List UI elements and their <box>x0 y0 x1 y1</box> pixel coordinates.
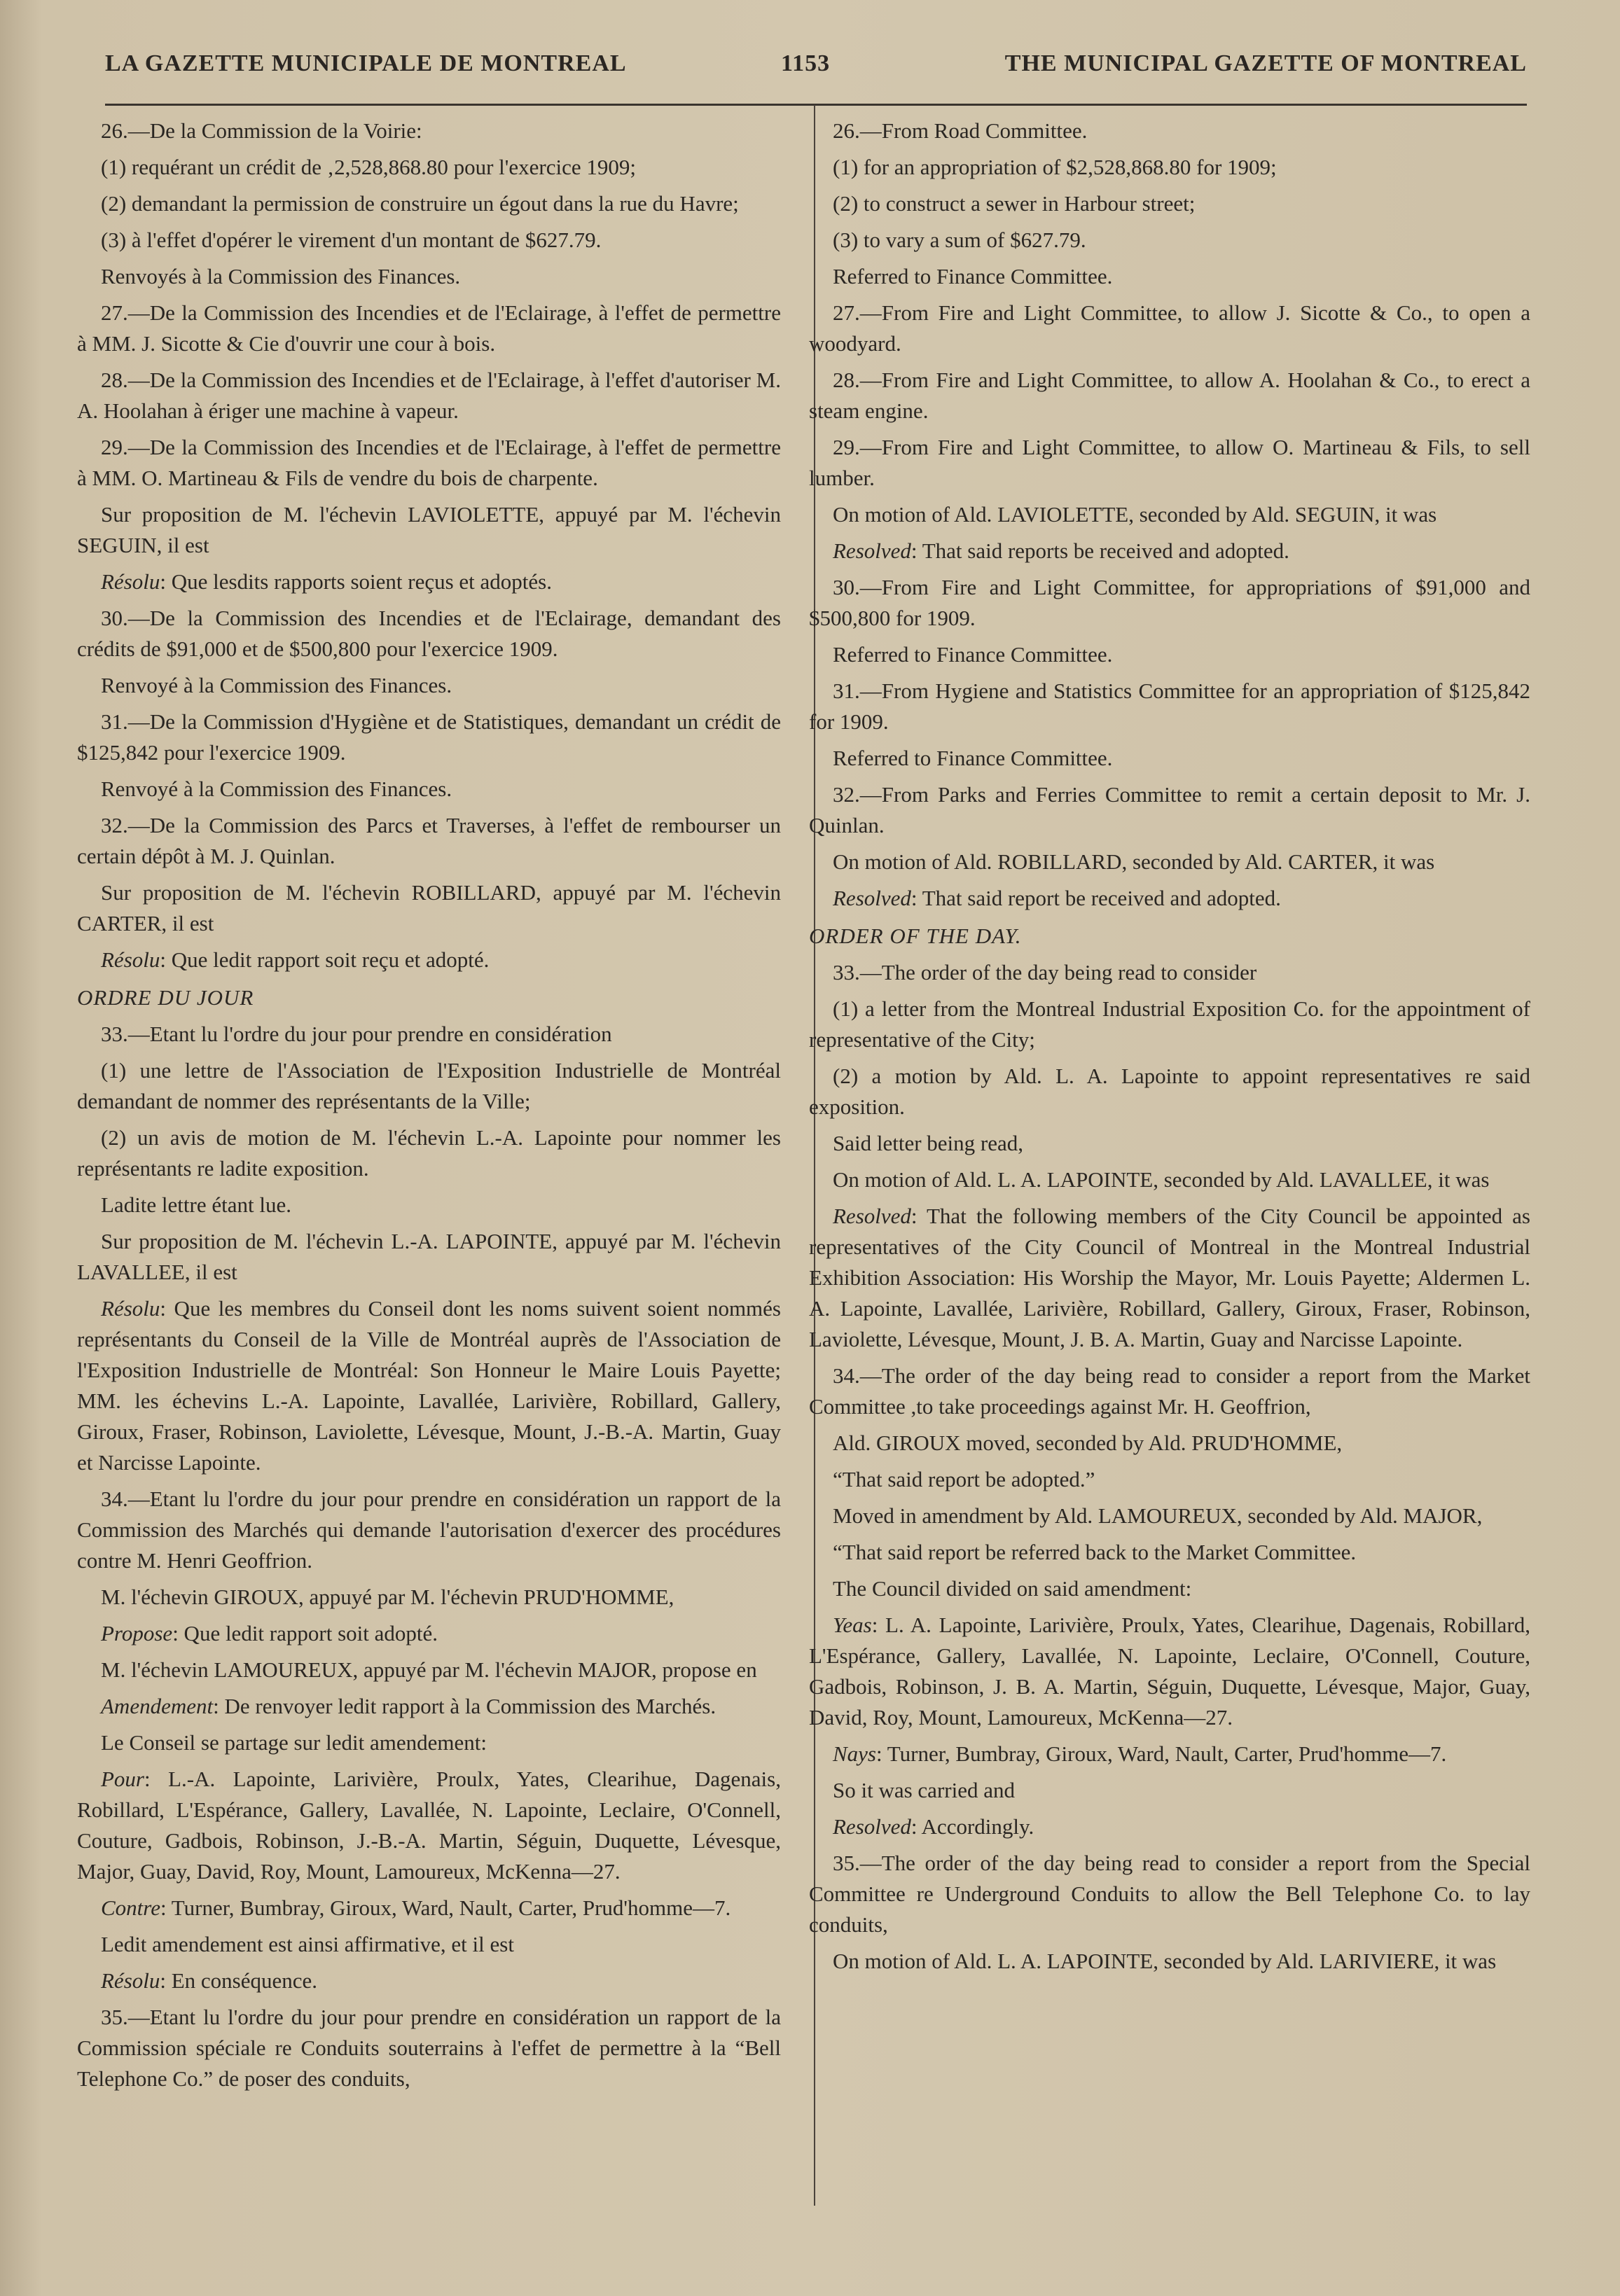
paragraph-text: (1) a letter from the Montreal Industrial Exposition Co. for the appointment of representative of the City; <box>809 996 1530 1052</box>
paragraph <box>77 1727 781 1758</box>
resolution-lead: Resolved <box>833 538 911 563</box>
paragraph-text: 29.—De la Commission des Incendies et de l'Eclairage, à l'effet de permettre à MM. O. Martineau & Fils de vendre du bois de charpente. <box>77 435 781 490</box>
paragraph <box>77 499 781 561</box>
paragraph <box>809 1201 1530 1355</box>
paragraph-text: “That said report be adopted.” <box>833 1467 1095 1491</box>
resolution-lead: Propose <box>101 1621 173 1646</box>
paragraph <box>77 1122 781 1184</box>
paragraph <box>809 1537 1530 1568</box>
paragraph-text: (2) demandant la permission de construire un égout dans la rue du Havre; <box>101 191 739 216</box>
paragraph-text: 33.—The order of the day being read to consider <box>833 960 1257 985</box>
paragraph <box>809 572 1530 634</box>
paragraph-text: Ledit amendement est ainsi affirmative, et il est <box>101 1932 514 1956</box>
paragraph <box>77 261 781 292</box>
paragraph-text: : L.-A. Lapointe, Larivière, Proulx, Yates, Clearihue, Dagenais, Robillard, L'Espérance, Gallery, Lavallée, N. Lapointe, Leclaire, O'Connell, Couture, Gadbois, Robinson, J.-B.-A. Martin, Séguin, Duquette, Lévesque, Major, Guay, David, Roy, Mount, Lamoureux, McKenna—27. <box>77 1767 781 1884</box>
paragraph <box>77 1764 781 1887</box>
section-heading: ORDER OF THE DAY. <box>809 924 1022 948</box>
paragraph-text: 32.—De la Commission des Parcs et Traverses, à l'effet de rembourser un certain dépôt à M. J. Quinlan. <box>77 813 781 868</box>
paragraph <box>809 536 1530 566</box>
paragraph <box>809 1610 1530 1733</box>
paragraph <box>77 188 781 219</box>
paragraph <box>77 707 781 768</box>
paragraph <box>809 152 1530 183</box>
resolution-lead: Amendement <box>101 1694 214 1718</box>
resolution-lead: Résolu <box>101 1296 160 1321</box>
paragraph-text: : Que ledit rapport soit adopté. <box>172 1621 438 1646</box>
resolution-lead: Contre <box>101 1895 160 1920</box>
resolution-lead: Yeas <box>833 1613 872 1637</box>
paragraph-text: “That said report be referred back to the Market Committee. <box>833 1540 1357 1564</box>
paragraph <box>77 1691 781 1722</box>
paragraph-text: 28.—De la Commission des Incendies et de l'Eclairage, à l'effet d'autoriser M. A. Hoolahan à ériger une machine à vapeur. <box>77 368 781 423</box>
paragraph <box>809 1501 1530 1531</box>
paragraph <box>809 1464 1530 1495</box>
paragraph-text: The Council divided on said amendment: <box>833 1576 1192 1601</box>
header-english-title: THE MUNICIPAL GAZETTE OF MONTREAL <box>1004 50 1527 76</box>
paragraph-text: Sur proposition de M. l'échevin LAVIOLETTE, appuyé par M. l'échevin SEGUIN, il est <box>77 502 781 557</box>
paragraph-text: 34.—Etant lu l'ordre du jour pour prendre en considération un rapport de la Commission des Marchés qui demande l'autorisation d'exercer des procédures contre M. Henri Geoffrion. <box>77 1487 781 1573</box>
paragraph <box>77 566 781 597</box>
paragraph-text: : Que ledit rapport soit reçu et adopté. <box>160 947 490 972</box>
paragraph <box>809 116 1530 146</box>
resolution-lead: Résolu <box>101 1968 160 1993</box>
paragraph-text: (2) un avis de motion de M. l'échevin L.-A. Lapointe pour nommer les représentants re ladite exposition. <box>77 1125 781 1181</box>
paragraph-text: M. l'échevin LAMOUREUX, appuyé par M. l'échevin MAJOR, propose en <box>101 1657 757 1682</box>
paragraph <box>77 810 781 872</box>
paragraph <box>77 1965 781 1996</box>
paragraph-text: 34.—The order of the day being read to consider a report from the Market Committee ,to take proceedings against Mr. H. Geoffrion, <box>809 1363 1530 1419</box>
paragraph-text: : That the following members of the City Council be appointed as representatives of the City Council of Montreal in the Montreal Industrial Exhibition Association: His Worship the Mayor, Mr. Louis Payette; Aldermen L. A. Lapointe, Lavallée, Larivière, Robillard, Gallery, Giroux, Fraser, Robinson, Laviolette, Lévesque, Mount, J. B. A. Martin, Guay and Narcisse Lapointe. <box>809 1204 1530 1351</box>
paragraph <box>77 1293 781 1478</box>
section-heading: ORDRE DU JOUR <box>77 985 254 1010</box>
paragraph <box>77 1929 781 1960</box>
paragraph-text: : That said report be received and adopted. <box>911 886 1281 910</box>
paragraph <box>77 1019 781 1050</box>
paragraph <box>809 432 1530 494</box>
paragraph <box>809 1775 1530 1806</box>
paragraph-text: Ald. GIROUX moved, seconded by Ald. PRUD'HOMME, <box>833 1431 1343 1455</box>
paragraph <box>809 957 1530 988</box>
paragraph <box>809 883 1530 914</box>
english-column <box>809 116 1530 1982</box>
paragraph-text: Ladite lettre étant lue. <box>101 1192 291 1217</box>
paragraph-text: Said letter being read, <box>833 1131 1024 1155</box>
paragraph <box>77 603 781 665</box>
paragraph-text: 32.—From Parks and Ferries Committee to remit a certain deposit to Mr. J. Quinlan. <box>809 782 1530 837</box>
paragraph-text: (1) une lettre de l'Association de l'Exposition Industrielle de Montréal demandant de nommer des représentants de la Ville; <box>77 1058 781 1113</box>
paragraph <box>77 225 781 256</box>
paragraph-text: : Que lesdits rapports soient reçus et adoptés. <box>160 569 552 594</box>
paragraph <box>77 774 781 805</box>
header-rule <box>105 104 1527 106</box>
paragraph <box>77 152 781 183</box>
paragraph-text: : That said reports be received and adopted. <box>911 538 1289 563</box>
paragraph <box>809 743 1530 774</box>
paragraph-text: Moved in amendment by Ald. LAMOUREUX, seconded by Ald. MAJOR, <box>833 1503 1483 1528</box>
resolution-lead: Nays <box>833 1741 876 1766</box>
resolution-lead: Resolved <box>833 886 911 910</box>
paragraph-text: 29.—From Fire and Light Committee, to allow O. Martineau & Fils, to sell lumber. <box>809 435 1530 490</box>
paragraph <box>77 1226 781 1288</box>
paragraph-text: On motion of Ald. ROBILLARD, seconded by Ald. CARTER, it was <box>833 849 1435 874</box>
paragraph-text: Referred to Finance Committee. <box>833 642 1113 667</box>
paragraph-text: : Turner, Bumbray, Giroux, Ward, Nault, Carter, Prud'homme—7. <box>160 1895 731 1920</box>
resolution-lead: Résolu <box>101 947 160 972</box>
paragraph <box>77 945 781 975</box>
paragraph <box>809 1739 1530 1769</box>
paragraph-text: 35.—Etant lu l'ordre du jour pour prendre en considération un rapport de la Commission spéciale re Conduits souterrains à l'effet de permettre à la “Bell Telephone Co.” de poser des conduits, <box>77 2005 781 2091</box>
paragraph-text: 27.—De la Commission des Incendies et de l'Eclairage, à l'effet de permettre à MM. J. Sicotte & Cie d'ouvrir une cour à bois. <box>77 300 781 356</box>
paragraph <box>809 365 1530 426</box>
paragraph-text: Le Conseil se partage sur ledit amendement: <box>101 1730 487 1755</box>
paragraph-text: So it was carried and <box>833 1778 1015 1802</box>
paragraph-text: 30.—De la Commission des Incendies et de l'Eclairage, demandant des crédits de $91,000 et de $500,800 pour l'exercice 1909. <box>77 606 781 661</box>
paragraph-text: 28.—From Fire and Light Committee, to allow A. Hoolahan & Co., to erect a steam engine. <box>809 368 1530 423</box>
french-column <box>77 116 781 2100</box>
paragraph <box>77 2002 781 2094</box>
paragraph <box>77 1055 781 1117</box>
paragraph <box>77 877 781 939</box>
paragraph-text: 35.—The order of the day being read to consider a report from the Special Committee re Underground Conduits to allow the Bell Telephone Co. to lay conduits, <box>809 1851 1530 1937</box>
paragraph <box>809 1811 1530 1842</box>
paragraph <box>77 365 781 426</box>
paragraph <box>77 1484 781 1576</box>
page-header <box>105 50 1527 92</box>
paragraph-text: 26.—From Road Committee. <box>833 118 1088 143</box>
paragraph-text: (1) for an appropriation of $2,528,868.80 for 1909; <box>833 155 1277 179</box>
resolution-lead: Resolved <box>833 1204 911 1228</box>
paragraph <box>809 499 1530 530</box>
paragraph-text: (2) to construct a sewer in Harbour street; <box>833 191 1196 216</box>
paragraph-text: 33.—Etant lu l'ordre du jour pour prendre en considération <box>101 1022 612 1046</box>
paragraph-text: : Accordingly. <box>911 1814 1034 1839</box>
paragraph <box>77 298 781 359</box>
paragraph-text: : Que les membres du Conseil dont les noms suivent soient nommés représentants du Conseil de la Ville de Montréal auprès de l'Association de l'Exposition Industrielle de Montréal: Son Honneur le Maire Louis Payette; MM. les échevins L.-A. Lapointe, Lavallée, Larivière, Robillard, Gallery, Giroux, Fraser, Robinson, Laviolette, Lévesque, Mount, J.-B.-A. Martin, Guay et Narcisse Lapointe. <box>77 1296 781 1475</box>
paragraph <box>809 1848 1530 1940</box>
paragraph <box>77 432 781 494</box>
paragraph <box>809 1061 1530 1122</box>
paragraph <box>77 1893 781 1923</box>
paragraph <box>77 1582 781 1613</box>
paragraph-text: Sur proposition de M. l'échevin L.-A. LAPOINTE, appuyé par M. l'échevin LAVALLEE, il est <box>77 1229 781 1284</box>
paragraph-text: Renvoyés à la Commission des Finances. <box>101 264 461 288</box>
paragraph-text: Referred to Finance Committee. <box>833 746 1113 770</box>
paragraph-text: : De renvoyer ledit rapport à la Commission des Marchés. <box>213 1694 716 1718</box>
paragraph <box>77 670 781 701</box>
header-french-title: LA GAZETTE MUNICIPALE DE MONTREAL <box>105 50 627 76</box>
paragraph-text: (3) to vary a sum of $627.79. <box>833 228 1086 252</box>
paragraph-text: M. l'échevin GIROUX, appuyé par M. l'échevin PRUD'HOMME, <box>101 1585 674 1609</box>
paragraph-text: Referred to Finance Committee. <box>833 264 1113 288</box>
paragraph <box>809 298 1530 359</box>
resolution-lead: Résolu <box>101 569 160 594</box>
paragraph-text: (3) à l'effet d'opérer le virement d'un montant de $627.79. <box>101 228 602 252</box>
paragraph <box>809 1573 1530 1604</box>
paragraph <box>809 225 1530 256</box>
paragraph-text: 31.—De la Commission d'Hygiène et de Statistiques, demandant un crédit de $125,842 pour l'exercice 1909. <box>77 709 781 765</box>
paragraph-text: Renvoyé à la Commission des Finances. <box>101 777 452 801</box>
paragraph-text: : Turner, Bumbray, Giroux, Ward, Nault, Carter, Prud'homme—7. <box>876 1741 1447 1766</box>
paragraph-text: : L. A. Lapointe, Larivière, Proulx, Yates, Clearihue, Dagenais, Robillard, L'Espérance, Gallery, Lavallée, N. Lapointe, Leclaire, O'Connell, Couture, Gadbois, Robinson, J. B. A. Martin, Séguin, Duquette, Lévesque, Major, Guay, David, Roy, Mount, Lamoureux, McKenna—27. <box>809 1613 1530 1730</box>
paragraph <box>809 847 1530 877</box>
paragraph <box>77 116 781 146</box>
paragraph-text: (2) a motion by Ald. L. A. Lapointe to appoint representatives re said exposition. <box>809 1064 1530 1119</box>
paragraph <box>809 1946 1530 1977</box>
paragraph-text: 27.—From Fire and Light Committee, to allow J. Sicotte & Co., to open a woodyard. <box>809 300 1530 356</box>
paragraph <box>809 1164 1530 1195</box>
paragraph <box>809 639 1530 670</box>
paragraph-text: On motion of Ald. LAVIOLETTE, seconded by Ald. SEGUIN, it was <box>833 502 1437 527</box>
paragraph <box>809 1128 1530 1159</box>
paragraph-text: On motion of Ald. L. A. LAPOINTE, seconded by Ald. LAVALLEE, it was <box>833 1167 1490 1192</box>
paragraph <box>77 1655 781 1685</box>
resolution-lead: Pour <box>101 1767 144 1791</box>
paragraph-text: Renvoyé à la Commission des Finances. <box>101 673 452 697</box>
paragraph <box>809 1361 1530 1422</box>
paragraph-text: On motion of Ald. L. A. LAPOINTE, seconded by Ald. LARIVIERE, it was <box>833 1949 1497 1973</box>
paragraph <box>77 1190 781 1220</box>
paragraph <box>809 994 1530 1055</box>
paragraph-text: 31.—From Hygiene and Statistics Committee for an appropriation of $125,842 for 1909. <box>809 679 1530 734</box>
paragraph-text: 26.—De la Commission de la Voirie: <box>101 118 422 143</box>
paragraph <box>809 779 1530 841</box>
page-number: 1153 <box>781 50 831 76</box>
paragraph-text: : En conséquence. <box>160 1968 318 1993</box>
paragraph-text: Sur proposition de M. l'échevin ROBILLARD, appuyé par M. l'échevin CARTER, il est <box>77 880 781 935</box>
paragraph-text: 30.—From Fire and Light Committee, for appropriations of $91,000 and $500,800 for 1909. <box>809 575 1530 630</box>
paragraph <box>809 676 1530 737</box>
resolution-lead: Resolved <box>833 1814 911 1839</box>
paragraph <box>809 261 1530 292</box>
paragraph-text: (1) requérant un crédit de ‚2,528,868.80 pour l'exercice 1909; <box>101 155 636 179</box>
paragraph <box>809 188 1530 219</box>
paragraph <box>77 1618 781 1649</box>
paragraph <box>809 1428 1530 1459</box>
